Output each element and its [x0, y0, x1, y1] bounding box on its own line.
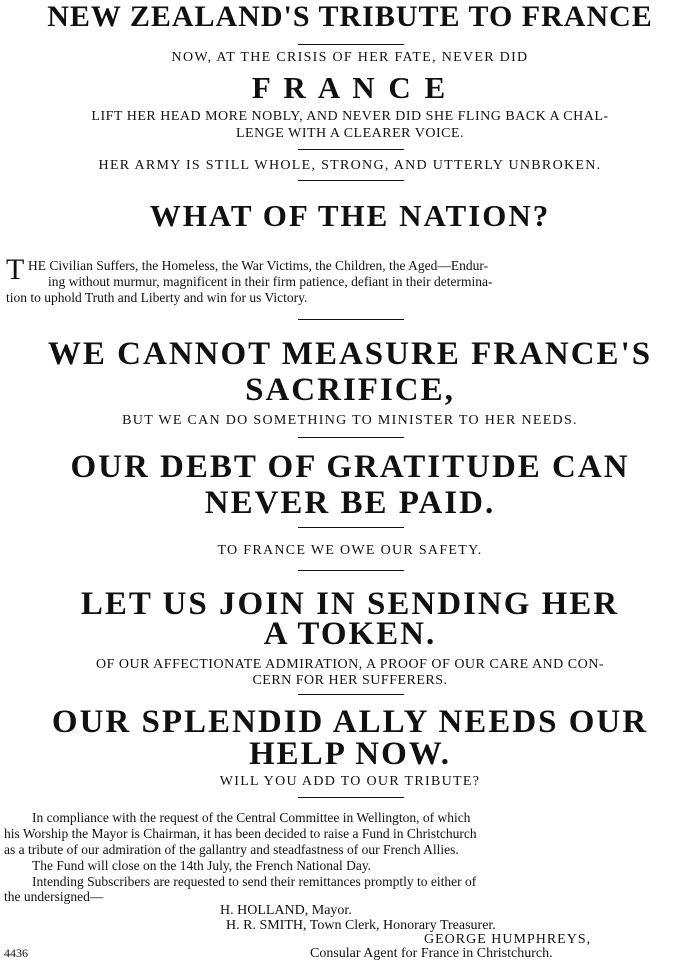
text-crisis: NOW, AT THE CRISIS OF HER FATE, NEVER DID	[171, 50, 529, 65]
signature-consul-title: Consular Agent for France in Christchurch.	[310, 946, 553, 961]
drop-cap: T	[6, 253, 25, 286]
text-army: HER ARMY IS STILL WHOLE, STRONG, AND UTTERLY UNBROKEN.	[98, 158, 602, 173]
headline-title: NEW ZEALAND'S TRIBUTE TO FRANCE	[47, 0, 653, 33]
headline-debt: OUR DEBT OF GRATITUDE CAN	[70, 449, 630, 485]
signature-consul-name: GEORGE HUMPHREYS,	[424, 932, 592, 947]
headline-ally: OUR SPLENDID ALLY NEEDS OUR	[51, 704, 649, 740]
reference-number: 4436	[4, 946, 28, 960]
text-clearer-voice: LENGE WITH A CLEARER VOICE.	[235, 126, 465, 141]
paragraph-civilian-line: tion to uphold Truth and Liberty and win for us Victory.	[6, 290, 308, 305]
text-minister: BUT WE CAN DO SOMETHING TO MINISTER TO HER NEEDS.	[122, 413, 578, 428]
text-lift-head: LIFT HER HEAD MORE NOBLY, AND NEVER DID SHE FLING BACK A CHAL-	[91, 109, 609, 124]
signature-mayor: H. HOLLAND, Mayor.	[220, 903, 352, 918]
paragraph-civilian-line: ing without murmur, magnificent in their firm patience, defiant in their determina-	[48, 274, 493, 289]
text-sufferers: CERN FOR HER SUFFERERS.	[252, 673, 448, 688]
body-line: as a tribute of our admiration of the gallantry and steadfastness of our French Allies.	[4, 842, 459, 857]
divider-rule	[298, 527, 404, 528]
divider-rule	[298, 44, 404, 45]
divider-rule	[298, 319, 404, 320]
headline-france: F R A N C E	[251, 70, 449, 105]
divider-rule	[298, 149, 404, 150]
body-line: In compliance with the request of the Central Committee in Wellington, of which	[32, 810, 471, 825]
headline-help-now: HELP NOW.	[249, 736, 451, 772]
headline-sacrifice: SACRIFICE,	[245, 372, 455, 408]
divider-rule	[298, 694, 404, 695]
divider-rule	[298, 797, 404, 798]
divider-rule	[298, 437, 404, 438]
headline-join: LET US JOIN IN SENDING HER	[80, 586, 620, 622]
body-line: the undersigned—	[4, 889, 104, 904]
headline-never-paid: NEVER BE PAID.	[204, 485, 496, 521]
paragraph-civilian-line: HE Civilian Suffers, the Homeless, the War Victims, the Children, the Aged—Endur-	[28, 258, 489, 273]
text-safety: TO FRANCE WE OWE OUR SAFETY.	[217, 543, 483, 558]
text-affection: OF OUR AFFECTIONATE ADMIRATION, A PROOF OF OUR CARE AND CON-	[95, 657, 604, 672]
divider-rule	[298, 180, 404, 181]
body-line: The Fund will close on the 14th July, the French National Day.	[32, 858, 372, 873]
signature-treasurer: H. R. SMITH, Town Clerk, Honorary Treasurer.	[226, 918, 496, 933]
text-add-tribute: WILL YOU ADD TO OUR TRIBUTE?	[219, 774, 481, 789]
body-line: Intending Subscribers are requested to send their remittances promptly to either of	[32, 874, 477, 889]
headline-nation: WHAT OF THE NATION?	[149, 198, 551, 233]
headline-token: A TOKEN.	[263, 616, 437, 652]
divider-rule	[298, 570, 404, 571]
headline-measure: WE CANNOT MEASURE FRANCE'S	[47, 336, 653, 372]
body-line: his Worship the Mayor is Chairman, it has been decided to raise a Fund in Christchurch	[4, 826, 477, 841]
